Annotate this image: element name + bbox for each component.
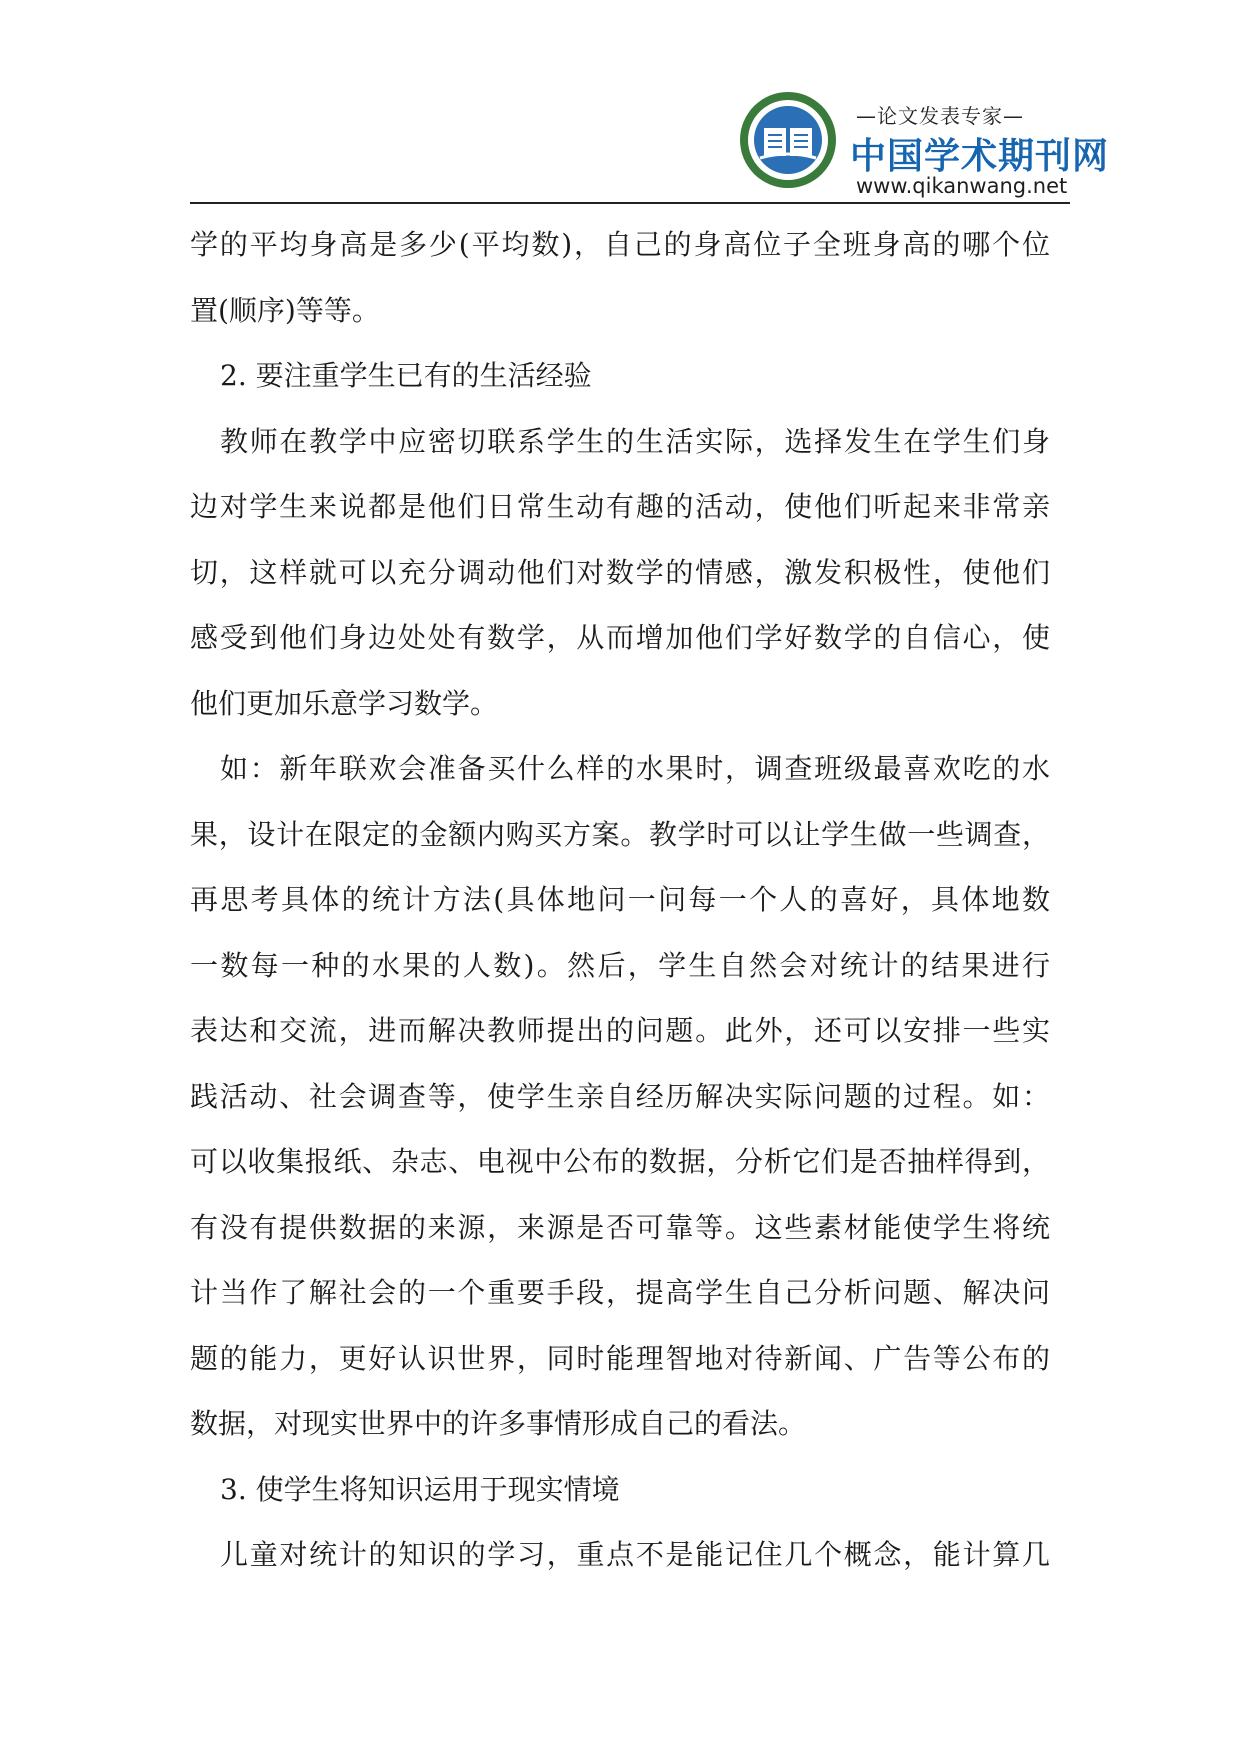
text-line: 边对学生来说都是他们日常生动有趣的活动，使他们听起来非常亲 xyxy=(190,490,1050,523)
qikanwang-logo xyxy=(738,84,1110,202)
text-line: 一数每一种的水果的人数)。然后，学生自然会对统计的结果进行 xyxy=(190,948,1050,982)
text-line: 有没有提供数据的来源，来源是否可靠等。这些素材能使学生将统 xyxy=(190,1210,1050,1244)
logo-name: 中国学术期刊网 xyxy=(850,136,1110,177)
text-line: 题的能力，更好认识世界，同时能理智地对待新闻、广告等公布的 xyxy=(190,1341,1050,1375)
page-header xyxy=(190,84,1110,204)
text-line: 数据，对现实世界中的许多事情形成自己的看法。 xyxy=(190,1407,807,1440)
text-line: 教师在教学中应密切联系学生的生活实际，选择发生在学生们身 xyxy=(220,424,1050,458)
text-line: 表达和交流，进而解决教师提出的问题。此外，还可以安排一些实 xyxy=(190,1014,1050,1047)
text-line: 学的平均身高是多少(平均数)，自己的身高位子全班身高的哪个位 xyxy=(190,228,1050,261)
text-line: 儿童对统计的知识的学习，重点不是能记住几个概念，能计算几 xyxy=(220,1538,1050,1571)
text-line: 切，这样就可以充分调动他们对数学的情感，激发积极性，使他们 xyxy=(190,555,1050,589)
section-heading: 2. 要注重学生已有的生活经验 xyxy=(220,359,592,392)
text-line: 置(顺序)等等。 xyxy=(190,293,380,327)
document-body xyxy=(190,212,1050,1588)
text-line: 可以收集报纸、杂志、电视中公布的数据，分析它们是否抽样得到， xyxy=(190,1145,1050,1178)
logo-slogan: —论文发表专家— xyxy=(856,104,1024,128)
header-rule xyxy=(190,202,1070,204)
text-line: 践活动、社会调查等，使学生亲自经历解决实际问题的过程。如： xyxy=(190,1079,1050,1113)
text-line: 感受到他们身边处处有数学，从而增加他们学好数学的自信心，使 xyxy=(190,621,1050,654)
text-line: 果，设计在限定的金额内购买方案。教学时可以让学生做一些调查， xyxy=(190,817,1050,851)
text-line: 他们更加乐意学习数学。 xyxy=(190,686,499,720)
text-line: 如：新年联欢会准备买什么样的水果时，调查班级最喜欢吃的水 xyxy=(220,752,1050,785)
text-line: 计当作了解社会的一个重要手段，提高学生自己分析问题、解决问 xyxy=(190,1276,1050,1309)
text-line: 再思考具体的统计方法(具体地问一问每一个人的喜好，具体地数 xyxy=(190,883,1050,916)
section-heading: 3. 使学生将知识运用于现实情境 xyxy=(220,1472,620,1506)
logo-url: www.qikanwang.net xyxy=(856,174,1068,198)
book-seal-icon xyxy=(738,90,838,190)
